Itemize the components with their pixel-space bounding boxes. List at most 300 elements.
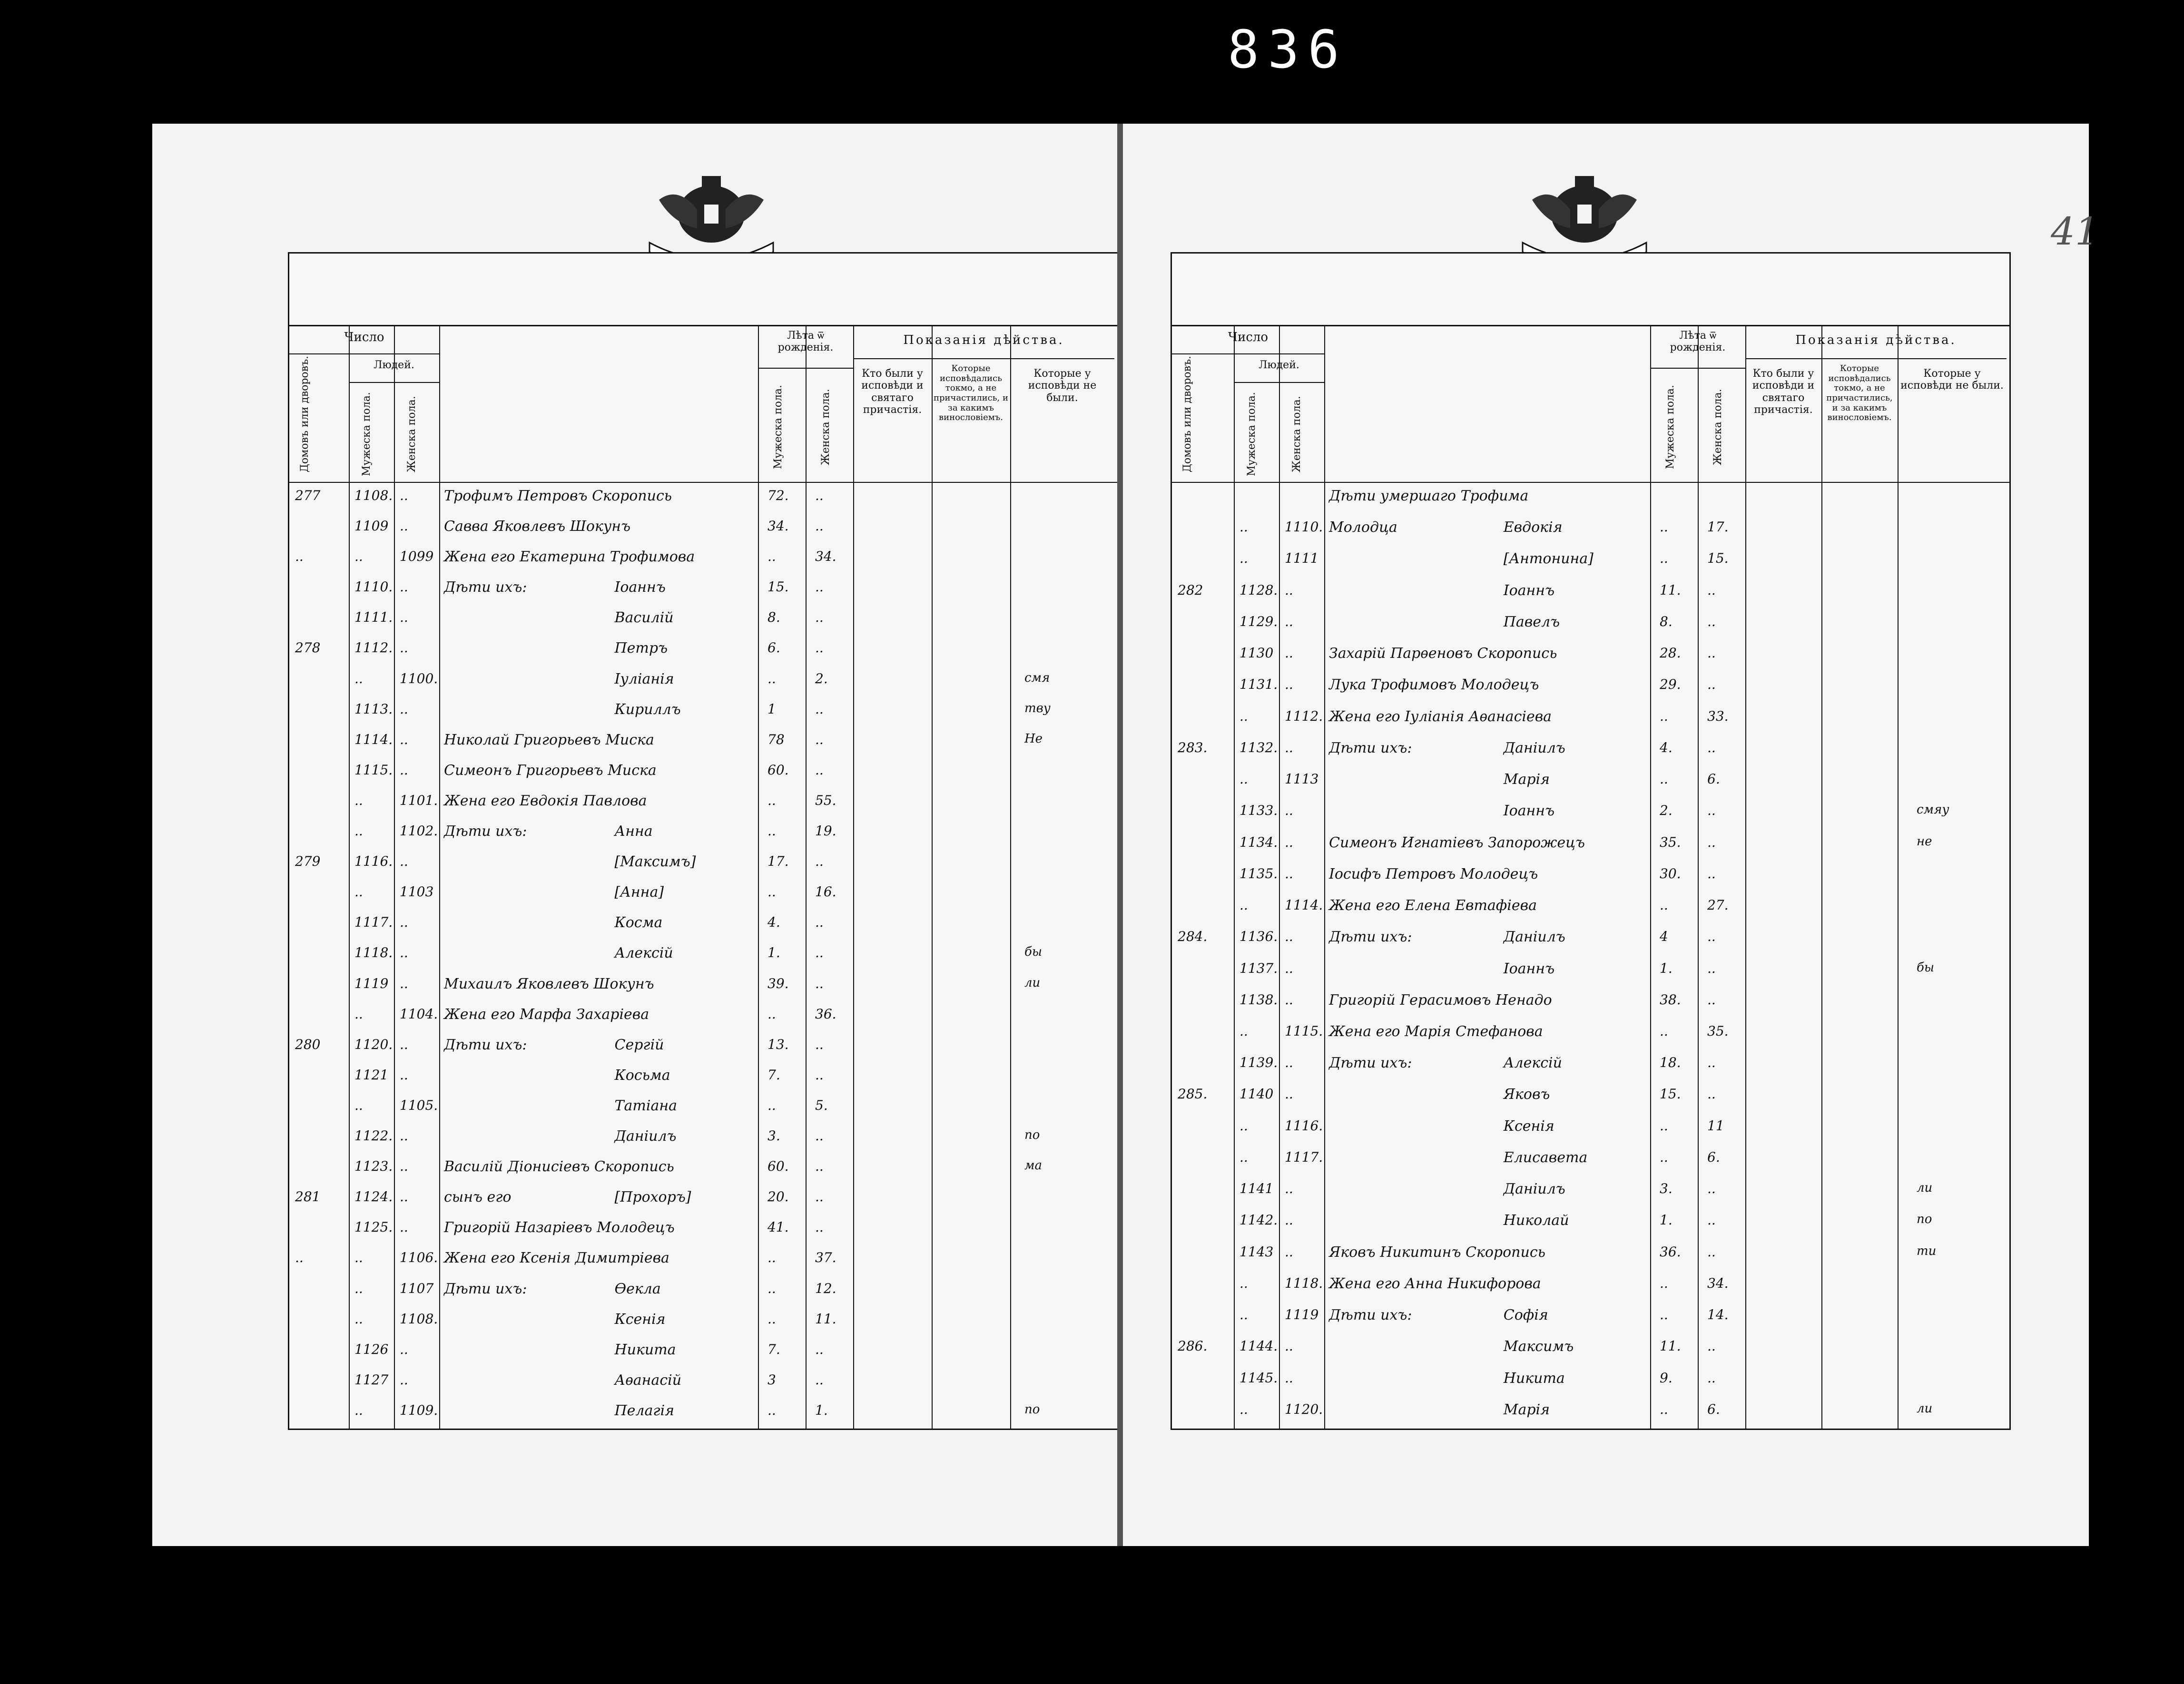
age-male: 11. <box>1660 582 1681 598</box>
female-number: 1101. <box>400 792 438 808</box>
header-kotorye-ne: Которые у исповѣди не были. <box>1028 368 1097 404</box>
age-male: .. <box>1660 771 1668 787</box>
female-number: .. <box>400 640 408 656</box>
age-female: .. <box>1707 582 1716 598</box>
child-name: Іоаннъ <box>1503 582 1555 599</box>
person-name: Жена его Екатерина Трофимова <box>444 548 695 566</box>
age-female: .. <box>815 762 824 778</box>
child-name: Никита <box>614 1341 676 1358</box>
frame-number: 836 <box>1228 19 1348 80</box>
header-rule <box>758 368 853 369</box>
right-register-sheet <box>1171 252 2011 1430</box>
female-number: 1111 <box>1285 550 1319 567</box>
age-male: 18. <box>1660 1055 1681 1071</box>
male-number: 1128. <box>1240 582 1278 598</box>
age-female: 27. <box>1707 897 1729 913</box>
child-name: Ксенія <box>1503 1117 1554 1135</box>
header-pokazania: Показанія дѣйства. <box>1795 333 1957 347</box>
male-number: 1117. <box>354 914 393 930</box>
dom-number: 280 <box>295 1036 321 1052</box>
female-number: 1120. <box>1285 1401 1323 1417</box>
age-male: .. <box>767 670 776 686</box>
age-female: .. <box>815 1036 824 1052</box>
header-lyudey: Людей. <box>1259 359 1299 371</box>
age-female: .. <box>815 488 824 503</box>
male-number: .. <box>354 548 363 565</box>
age-male: 38. <box>1660 991 1681 1008</box>
male-number: .. <box>1240 708 1248 724</box>
female-number: .. <box>1285 1243 1293 1260</box>
age-female: 14. <box>1707 1307 1729 1323</box>
age-male: .. <box>767 1311 776 1327</box>
header-kotorye-pricha: Которые исповѣдались токмо, а не причастились, и за какимъ винословіемъ. <box>1826 363 1893 423</box>
register-book <box>152 124 2099 1546</box>
male-number: 1114. <box>354 731 393 747</box>
female-number: .. <box>400 1219 408 1235</box>
person-name: Григорій Назарiевъ Молодецъ <box>444 1219 675 1236</box>
age-male: 9. <box>1660 1370 1672 1386</box>
header-leta-zhen: Женска пола. <box>1712 389 1724 466</box>
age-male: 6. <box>767 640 780 656</box>
female-number: .. <box>400 1036 408 1052</box>
age-female: .. <box>1707 1055 1716 1071</box>
male-number: 1127 <box>354 1371 389 1388</box>
remark: тву <box>1024 701 1051 715</box>
age-female: 35. <box>1707 1023 1729 1039</box>
person-name: Дѣти ихъ: <box>1329 1055 1412 1072</box>
age-male: 4. <box>1660 739 1672 755</box>
age-female: 6. <box>1707 771 1720 787</box>
person-name: Трофимъ Петровъ Скоропись <box>444 488 672 504</box>
person-name: Дѣти ихъ: <box>444 1280 527 1297</box>
age-male: 41. <box>767 1219 789 1235</box>
remark: ма <box>1024 1158 1043 1173</box>
child-name: Николай <box>1503 1212 1569 1229</box>
age-female: 37. <box>815 1250 836 1266</box>
age-female: .. <box>1707 929 1716 945</box>
left-register-sheet <box>288 252 1119 1430</box>
age-female: .. <box>815 609 824 626</box>
column-rule <box>1745 325 1746 1429</box>
male-number: 1126 <box>354 1341 389 1357</box>
child-name: Софія <box>1503 1307 1548 1324</box>
age-male: 35. <box>1660 834 1681 850</box>
age-female: 16. <box>815 884 836 900</box>
female-number: 1099 <box>400 548 434 565</box>
column-rule <box>394 325 395 1429</box>
remark: смяу <box>1917 803 1949 817</box>
age-female: .. <box>815 1067 824 1083</box>
header-leta-muzh: Мужеска пола. <box>1664 385 1676 470</box>
age-female: .. <box>1707 1338 1716 1354</box>
child-name: Алексій <box>614 945 673 962</box>
female-number: .. <box>400 914 408 930</box>
age-male: 28. <box>1660 645 1681 661</box>
age-male: 17. <box>767 853 789 870</box>
female-number: 1102. <box>400 823 438 839</box>
age-male: .. <box>1660 1117 1668 1134</box>
age-female: 33. <box>1707 708 1729 724</box>
male-number: 1142. <box>1240 1212 1278 1228</box>
child-name: Іуліанія <box>614 670 674 687</box>
male-number: .. <box>354 1311 363 1327</box>
male-number: .. <box>1240 1117 1248 1134</box>
person-name: Жена его Евдокія Павлова <box>444 792 647 809</box>
female-number: .. <box>1285 645 1293 661</box>
person-name: Жена его Марфа Захарiева <box>444 1006 649 1023</box>
female-number: .. <box>1285 929 1293 945</box>
male-number: 1140 <box>1240 1086 1274 1102</box>
age-female: 2. <box>815 670 828 686</box>
child-name: Алексій <box>1503 1055 1562 1072</box>
age-male: 13. <box>767 1036 789 1052</box>
female-number: .. <box>400 1341 408 1357</box>
child-name: Даніилъ <box>614 1128 677 1145</box>
dom-number: 283. <box>1178 739 1208 755</box>
age-female: .. <box>815 975 824 991</box>
age-male: 7. <box>767 1341 780 1357</box>
column-rule <box>1324 325 1325 1429</box>
female-number: 1118. <box>1285 1275 1323 1291</box>
female-number: .. <box>1285 676 1293 693</box>
male-number: 1141 <box>1240 1181 1274 1197</box>
person-name: Жена его Елена Евтафiева <box>1329 897 1537 914</box>
female-number: .. <box>1285 1370 1293 1386</box>
female-number: .. <box>400 579 408 595</box>
male-number: 1129. <box>1240 613 1278 629</box>
age-female: .. <box>1707 645 1716 661</box>
age-female: .. <box>1707 865 1716 881</box>
header-leta-muzh: Мужеска пола. <box>772 385 784 470</box>
remark: бы <box>1024 945 1043 959</box>
age-female: 1. <box>815 1402 828 1418</box>
male-number: 1143 <box>1240 1243 1274 1260</box>
child-name: [Анна] <box>614 884 664 901</box>
person-name: Лука Трофимовъ Молодецъ <box>1329 676 1539 694</box>
column-rule <box>806 325 807 1429</box>
child-name: Ксенія <box>614 1311 666 1328</box>
dom-number: .. <box>295 1250 304 1266</box>
age-male: 4. <box>767 914 780 930</box>
person-name: Дѣти ихъ: <box>444 823 527 840</box>
female-number: .. <box>400 701 408 717</box>
age-male: 78 <box>767 731 785 747</box>
age-male: 30. <box>1660 865 1681 881</box>
header-kto: Кто были у исповѣди и святаго причастія. <box>861 368 924 416</box>
age-male: .. <box>1660 550 1668 567</box>
person-name: Симеонъ Игнатiевъ Запорожецъ <box>1329 834 1585 851</box>
female-number: .. <box>400 518 408 534</box>
female-number: .. <box>1285 1086 1293 1102</box>
child-name: Павелъ <box>1503 613 1560 630</box>
male-number: 1133. <box>1240 803 1278 819</box>
age-male: 8. <box>1660 613 1672 629</box>
female-number: .. <box>400 488 408 503</box>
male-number: .. <box>354 792 363 808</box>
female-number: .. <box>1285 1181 1293 1197</box>
remark: не <box>1917 834 1932 849</box>
header-rule <box>1745 358 2007 359</box>
remark: ли <box>1917 1401 1933 1416</box>
dom-number: 279 <box>295 853 321 870</box>
left-page <box>152 124 1118 1546</box>
age-male: 34. <box>767 518 789 534</box>
male-number: 1110. <box>354 579 393 595</box>
child-name: [Антонина] <box>1503 550 1594 568</box>
male-number: 1113. <box>354 701 393 717</box>
age-female: .. <box>815 640 824 656</box>
person-name: Іосифъ Петровъ Молодецъ <box>1329 865 1538 882</box>
column-rule <box>1698 325 1699 1429</box>
age-male: 1. <box>767 945 780 961</box>
male-number: 1124. <box>354 1189 393 1205</box>
age-female: .. <box>815 914 824 930</box>
male-number: .. <box>1240 550 1248 567</box>
male-number: 1123. <box>354 1158 393 1175</box>
child-name: Іоаннъ <box>1503 803 1555 820</box>
remark: ти <box>1917 1243 1937 1258</box>
header-leta-zhen: Женска пола. <box>820 389 832 466</box>
male-number: 1132. <box>1240 739 1278 755</box>
header-rule <box>289 482 1117 483</box>
male-number: 1136. <box>1240 929 1278 945</box>
person-name: Жена его Ксенія Димитріева <box>444 1250 669 1267</box>
age-female: .. <box>815 1158 824 1175</box>
remark: по <box>1024 1402 1040 1417</box>
age-male: .. <box>767 792 776 808</box>
age-male: .. <box>767 1250 776 1266</box>
dom-number: 286. <box>1178 1338 1208 1354</box>
remark: смя <box>1024 670 1050 685</box>
header-rule <box>1234 382 1324 383</box>
male-number: .. <box>354 1250 363 1266</box>
female-number: 1113 <box>1285 771 1319 787</box>
age-female: .. <box>815 731 824 747</box>
female-number: .. <box>1285 739 1293 755</box>
person-name: Дѣти ихъ: <box>444 579 527 596</box>
header-kotorye-pricha: Которые исповѣдались токмо, а не причастились, и за какимъ винословіемъ. <box>934 363 1008 423</box>
person-name: Дѣти ихъ: <box>444 1036 527 1053</box>
female-number: .. <box>1285 582 1293 598</box>
child-name: Никита <box>1503 1370 1565 1387</box>
header-muzh: Мужеска пола. <box>361 392 373 477</box>
child-name: Яковъ <box>1503 1086 1550 1103</box>
child-name: Косма <box>614 914 663 931</box>
age-male: 1. <box>1660 960 1672 976</box>
child-name: Кириллъ <box>614 701 681 718</box>
age-male: .. <box>767 884 776 900</box>
child-name: Даніилъ <box>1503 1181 1565 1198</box>
dom-number: 282 <box>1178 582 1203 598</box>
child-name: Анна <box>614 823 653 840</box>
male-number: 1134. <box>1240 834 1278 850</box>
child-name: Елисавета <box>1503 1149 1588 1166</box>
header-chislo: Число <box>344 330 384 344</box>
header-rule <box>289 353 439 354</box>
age-male: .. <box>767 1006 776 1022</box>
age-male: 39. <box>767 975 789 991</box>
female-number: .. <box>400 1371 408 1388</box>
age-female: .. <box>815 701 824 717</box>
remark: по <box>1024 1128 1040 1143</box>
column-rule <box>853 325 854 1429</box>
female-number: 1119 <box>1285 1307 1319 1323</box>
male-number: .. <box>1240 897 1248 913</box>
child-name: Косьма <box>614 1067 670 1084</box>
age-male: .. <box>767 823 776 839</box>
child-name: Евдокія <box>1503 519 1563 536</box>
child-name: Марія <box>1503 771 1550 788</box>
person-name: Молодца <box>1329 519 1397 536</box>
remark: ли <box>1024 975 1041 990</box>
column-rule <box>1898 325 1899 1429</box>
header-leta: Лѣта ѿ рожденія. <box>1670 330 1726 354</box>
column-rule <box>439 325 440 1429</box>
age-female: 5. <box>815 1097 828 1113</box>
age-female: .. <box>815 518 824 534</box>
header-rule <box>853 358 1114 359</box>
header-zhen: Женска пола. <box>406 396 418 473</box>
header-rule <box>349 382 439 383</box>
male-number: 1130 <box>1240 645 1274 661</box>
age-male: .. <box>767 1402 776 1418</box>
female-number: .. <box>1285 865 1293 881</box>
age-male: .. <box>1660 1275 1668 1291</box>
female-number: 1103 <box>400 884 434 900</box>
child-name: Татіана <box>614 1097 677 1114</box>
header-kotorye-ne: Которые у исповѣди не были. <box>1900 368 2004 392</box>
female-number: .. <box>400 975 408 991</box>
person-name: Григорій Герасимовъ Ненадо <box>1329 991 1552 1008</box>
male-number: .. <box>354 670 363 686</box>
age-female: .. <box>1707 834 1716 850</box>
age-female: .. <box>1707 1181 1716 1197</box>
female-number: .. <box>1285 803 1293 819</box>
female-number: .. <box>400 1128 408 1144</box>
child-name: Іоаннъ <box>614 579 666 596</box>
column-rule <box>1821 325 1822 1429</box>
age-male: 1. <box>1660 1212 1672 1228</box>
age-female: 55. <box>815 792 836 808</box>
age-female: 15. <box>1707 550 1729 567</box>
male-number: .. <box>1240 1149 1248 1165</box>
female-number: .. <box>400 731 408 747</box>
male-number: 1138. <box>1240 991 1278 1008</box>
person-name: Дѣти ихъ: <box>1329 739 1412 756</box>
female-number: .. <box>400 762 408 778</box>
person-name: Дѣти ихъ: <box>1329 1307 1412 1324</box>
age-female: 34. <box>1707 1275 1729 1291</box>
male-number: .. <box>1240 1275 1248 1291</box>
age-male: .. <box>1660 1023 1668 1039</box>
person-name: сынъ его <box>444 1189 512 1206</box>
female-number: .. <box>1285 1212 1293 1228</box>
child-name: Максимъ <box>1503 1338 1574 1355</box>
person-name: Яковъ Никитинъ Скоропись <box>1329 1243 1545 1261</box>
person-name: Михаилъ Яковлевъ Шокунъ <box>444 975 654 992</box>
age-male: 2. <box>1660 803 1672 819</box>
male-number: 1111. <box>354 609 393 626</box>
male-number: .. <box>354 1006 363 1022</box>
age-male: 11. <box>1660 1338 1681 1354</box>
person-name: Василій Діонисіевъ Скоропись <box>444 1158 674 1175</box>
child-name: Василій <box>614 609 674 627</box>
female-number: .. <box>1285 1055 1293 1071</box>
right-grid <box>1172 325 2009 1429</box>
age-female: .. <box>1707 739 1716 755</box>
age-female: .. <box>815 1128 824 1144</box>
remark: ли <box>1917 1181 1933 1195</box>
dom-number: 278 <box>295 640 321 656</box>
male-number: 1109 <box>354 518 389 534</box>
title-band <box>1172 254 2009 326</box>
female-number: 1108. <box>400 1311 438 1327</box>
age-male: .. <box>1660 897 1668 913</box>
age-female: 17. <box>1707 519 1729 535</box>
age-female: 19. <box>815 823 836 839</box>
male-number: 1115. <box>354 762 393 778</box>
age-female: .. <box>1707 803 1716 819</box>
age-female: 34. <box>815 548 836 565</box>
age-female: .. <box>1707 1212 1716 1228</box>
male-number: .. <box>354 884 363 900</box>
dom-number: .. <box>295 548 304 565</box>
age-male: 20. <box>767 1189 789 1205</box>
dom-number: 284. <box>1178 929 1208 945</box>
column-rule <box>1279 325 1280 1429</box>
person-name: Савва Яковлевъ Шокунъ <box>444 518 631 535</box>
age-male: 60. <box>767 762 789 778</box>
age-male: .. <box>1660 708 1668 724</box>
male-number: 1116. <box>354 853 393 870</box>
child-name: Аѳанасій <box>614 1371 682 1389</box>
header-pokazania: Показанія дѣйства. <box>903 333 1064 347</box>
age-female: 12. <box>815 1280 836 1296</box>
male-number: 1125. <box>354 1219 393 1235</box>
age-male: 7. <box>767 1067 780 1083</box>
age-male: .. <box>767 1097 776 1113</box>
header-domov: Домовъ или дворовъ. <box>1181 355 1193 472</box>
female-number: 1112. <box>1285 708 1323 724</box>
male-number: 1145. <box>1240 1370 1278 1386</box>
male-number: 1122. <box>354 1128 393 1144</box>
age-male: 29. <box>1660 676 1681 693</box>
male-number: .. <box>1240 1307 1248 1323</box>
age-male: 15. <box>1660 1086 1681 1102</box>
age-male: .. <box>1660 1307 1668 1323</box>
title-band <box>289 254 1117 326</box>
age-male: 3. <box>767 1128 780 1144</box>
person-name: Захарій Парѳеновъ Скоропись <box>1329 645 1557 662</box>
age-female: .. <box>815 1371 824 1388</box>
female-number: .. <box>400 945 408 961</box>
female-number: .. <box>1285 1338 1293 1354</box>
age-female: .. <box>1707 1243 1716 1260</box>
female-number: .. <box>400 609 408 626</box>
age-male: 36. <box>1660 1243 1681 1260</box>
female-number: 1114. <box>1285 897 1323 913</box>
male-number: 1118. <box>354 945 393 961</box>
age-female: .. <box>1707 613 1716 629</box>
age-female: .. <box>1707 1370 1716 1386</box>
age-male: 3. <box>1660 1181 1672 1197</box>
female-number: 1116. <box>1285 1117 1323 1134</box>
female-number: 1100. <box>400 670 438 686</box>
age-female: 11. <box>815 1311 836 1327</box>
female-number: .. <box>1285 960 1293 976</box>
person-name: Жена его Іуліанія Аѳанасiева <box>1329 708 1552 725</box>
dom-number: 285. <box>1178 1086 1208 1102</box>
